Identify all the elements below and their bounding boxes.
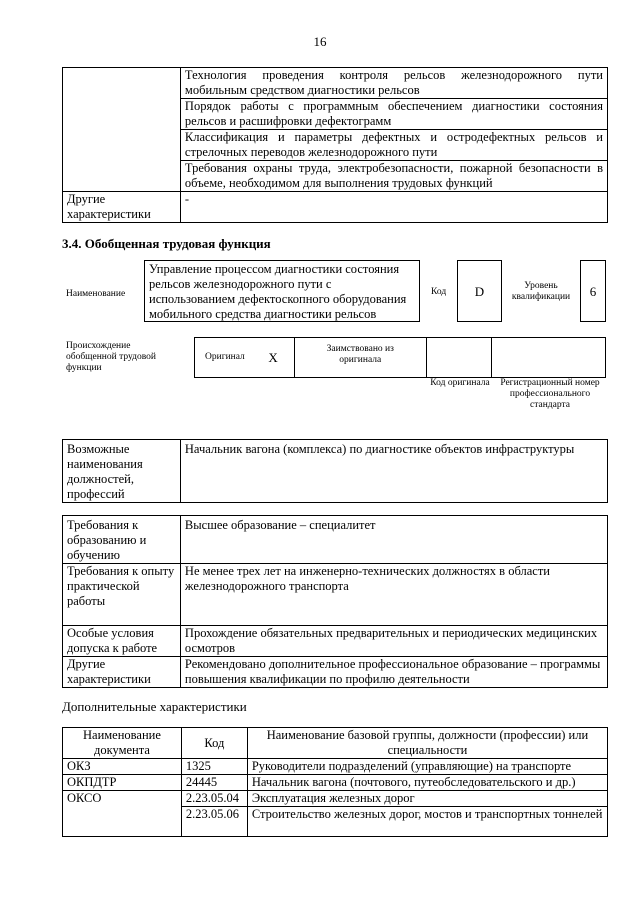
other-characteristics-value: - (180, 192, 607, 223)
doc-cell: ОКПДТР (63, 775, 182, 791)
table-row (63, 440, 608, 503)
requirement-value: Прохождение обязательных предварительных и периодических медицинских осмотров (180, 626, 607, 657)
doc-cell: ОКСО (63, 791, 182, 837)
code-box (457, 260, 502, 322)
code-value: D (474, 284, 485, 299)
knowledge-item: Классификация и параметры дефектных и остродефектных рельсов и стрелочных переводов железнодорожного пути (180, 130, 607, 161)
requirement-value: Рекомендовано дополнительное профессиональное образование – программы повышения квалификации по профилю деятельности (180, 657, 607, 688)
origin-table (194, 337, 606, 378)
table-row (63, 626, 608, 657)
page-number: 16 (313, 34, 327, 49)
requirement-label: Другие характеристики (63, 657, 181, 688)
function-name-value: Управление процессом диагностики состояния рельсов железнодорожного пути с использованием дефектоскопного оборудования мобильного средства диагностики рельсов (149, 262, 407, 321)
function-name-box (144, 260, 420, 322)
code-cell: 2.23.05.04 (181, 791, 247, 807)
name-cell: Руководители подразделений (управляющие) на транспорте (247, 759, 607, 775)
table-row (63, 564, 608, 626)
code-label: Код (431, 287, 447, 297)
name-cell: Строительство железных дорог, мостов и транспортных тоннелей (247, 807, 607, 837)
header-doc: Наименование документа (63, 728, 182, 759)
positions-table (62, 439, 608, 503)
knowledge-table (62, 67, 608, 223)
positions-label: Возможные наименования должностей, профессий (63, 440, 181, 503)
borrowed-label: Заимствовано из оригинала (294, 338, 426, 378)
name-cell: Начальник вагона (почтового, путеобследовательского и др.) (247, 775, 607, 791)
table-row (63, 657, 608, 688)
other-characteristics-label: Другие характеристики (63, 192, 181, 223)
table-header-row (63, 728, 608, 759)
code-cell: 2.23.05.06 (181, 807, 247, 837)
code-cell: 24445 (181, 775, 247, 791)
table-row (63, 775, 608, 791)
knowledge-item: Порядок работы с программным обеспечением диагностики состояния рельсов и расшифровки дефектограмм (180, 99, 607, 130)
original-label: Оригинал (195, 338, 265, 378)
code-cell: 1325 (181, 759, 247, 775)
level-value: 6 (589, 284, 597, 299)
reg-number-caption: Регистрационный номер профессионального стандарта (500, 378, 600, 410)
table-row (63, 516, 608, 564)
table-row (63, 68, 608, 99)
code-original-caption: Код оригинала (430, 378, 490, 388)
table-row (63, 791, 608, 807)
knowledge-item: Требования охраны труда, электробезопасности, пожарной безопасности в объеме, необходимом для выполнения трудовых функций (180, 161, 607, 192)
name-label: Наименование (66, 289, 126, 299)
additional-title: Дополнительные характеристики (62, 699, 247, 714)
original-mark: X (264, 338, 294, 378)
requirement-value: Высшее образование – специалитет (180, 516, 607, 564)
knowledge-item: Технология проведения контроля рельсов железнодорожного пути мобильным средством диагностики рельсов (180, 68, 607, 99)
section-title: 3.4. Обобщенная трудовая функция (62, 236, 271, 251)
doc-cell: ОКЗ (63, 759, 182, 775)
header-code: Код (181, 728, 247, 759)
level-box (580, 260, 606, 322)
requirement-label: Требования к образованию и обучению (63, 516, 181, 564)
code-original-cell (426, 338, 492, 378)
positions-value: Начальник вагона (комплекса) по диагностике объектов инфраструктуры (180, 440, 607, 503)
requirement-label: Особые условия допуска к работе (63, 626, 181, 657)
requirement-value: Не менее трех лет на инженерно-технических должностях в области железнодорожного транспорта (180, 564, 607, 626)
table-row (63, 192, 608, 223)
requirements-table (62, 515, 608, 688)
level-label: Уровень квалификации (511, 281, 571, 302)
name-cell: Эксплуатация железных дорог (247, 791, 607, 807)
table-row (63, 759, 608, 775)
reg-number-cell (492, 338, 606, 378)
requirement-label: Требования к опыту практической работы (63, 564, 181, 626)
origin-label: Происхождение обобщенной трудовой функции (66, 341, 156, 373)
header-name: Наименование базовой группы, должности (профессии) или специальности (247, 728, 607, 759)
empty-label-cell (63, 68, 181, 192)
additional-table (62, 727, 608, 837)
